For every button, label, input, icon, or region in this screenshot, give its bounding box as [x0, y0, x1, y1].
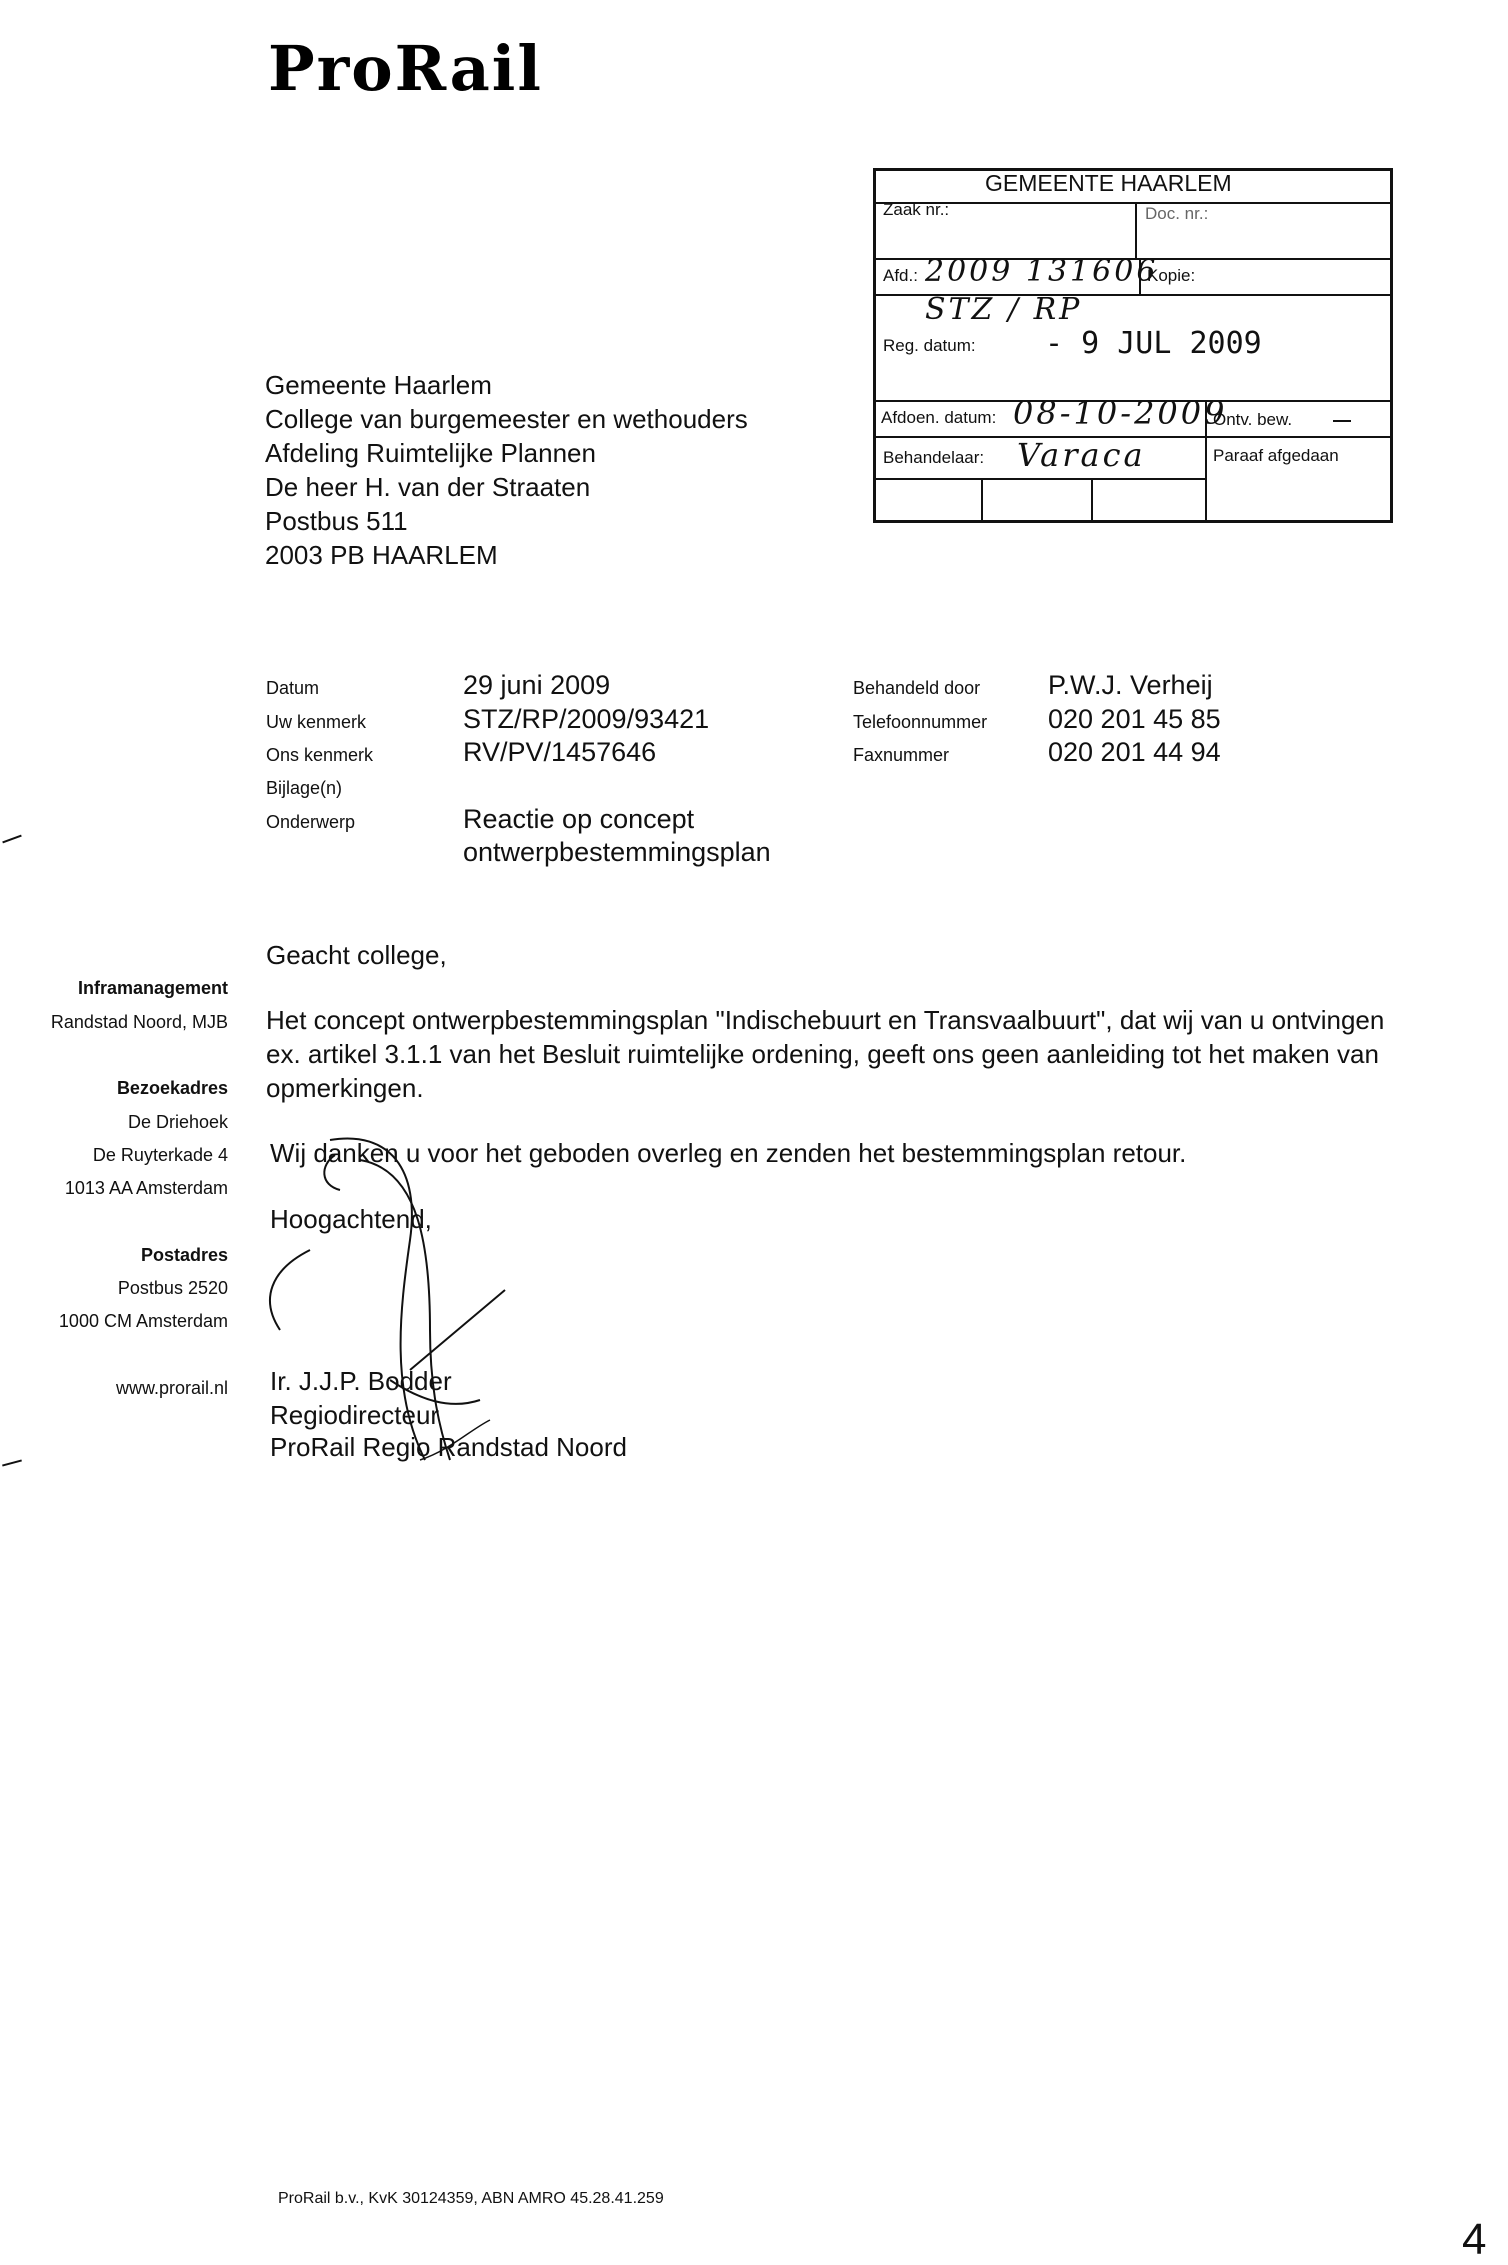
stamp-behandelaar-label: Behandelaar:: [883, 448, 985, 467]
paragraph-line: opmerkingen.: [266, 1073, 424, 1103]
fax-value: 020 201 44 94: [1048, 737, 1221, 767]
stamp-kopie-label: Kopie:: [1147, 266, 1196, 285]
stamp-behandelaar-handwritten: Varaca: [1017, 436, 1146, 474]
signer-line: ProRail Regio Randstad Noord: [270, 1432, 627, 1462]
stamp-afdoen-handwritten: 08-10-2009: [1013, 394, 1228, 432]
stamp-reg-date: - 9 JUL 2009: [1045, 326, 1262, 361]
recipient-line: Postbus 511: [265, 506, 408, 536]
sidebar-bezoek-line: De Ruyterkade 4: [92, 1145, 228, 1165]
telefoon-value: 020 201 45 85: [1048, 704, 1221, 734]
recipient-line: Gemeente Haarlem: [265, 370, 492, 400]
stamp-title: GEMEENTE HAARLEM: [985, 170, 1232, 196]
sidebar-dept: Inframanagement: [77, 978, 228, 998]
sidebar-bezoek-line: 1013 AA Amsterdam: [64, 1178, 228, 1198]
signature-drawing: [250, 1130, 520, 1480]
ons-kenmerk-value: RV/PV/1457646: [463, 737, 657, 767]
datum-label: Datum: [266, 678, 320, 698]
stamp-zaak-label: Zaak nr.:: [883, 200, 950, 219]
prorail-logo: ProRail: [268, 32, 543, 105]
closing: Hoogachtend,: [270, 1204, 432, 1234]
stamp-ontv-label: Ontv. bew.: [1213, 410, 1293, 429]
bijlage-label: Bijlage(n): [266, 778, 343, 798]
sidebar-post-line: 1000 CM Amsterdam: [58, 1311, 228, 1331]
behandeld-door-value: P.W.J. Verheij: [1048, 670, 1213, 700]
sidebar-website: www.prorail.nl: [115, 1378, 228, 1398]
salutation: Geacht college,: [266, 940, 447, 970]
recipient-line: Afdeling Ruimtelijke Plannen: [265, 438, 596, 468]
ons-kenmerk-label: Ons kenmerk: [266, 745, 374, 765]
signer-line: Ir. J.J.P. Bodder: [270, 1366, 452, 1396]
sidebar-post-label: Postadres: [140, 1245, 228, 1265]
sidebar-dept-sub: Randstad Noord, MJB: [50, 1012, 228, 1032]
page-mark: 4: [1462, 2215, 1487, 2264]
margin-mark: [2, 835, 21, 844]
sidebar-bezoek-label: Bezoekadres: [116, 1078, 228, 1098]
paragraph-thanks: Wij danken u voor het geboden overleg en zenden het bestemmingsplan retour.: [270, 1138, 1187, 1168]
onderwerp-label: Onderwerp: [266, 812, 356, 832]
stamp-ontv-mark: [1333, 420, 1351, 422]
stamp-paraaf-label: Paraaf afgedaan: [1213, 446, 1339, 465]
registration-stamp: [873, 168, 1393, 524]
stamp-doc-label: Doc. nr.:: [1145, 204, 1209, 223]
fax-label: Faxnummer: [853, 745, 950, 765]
margin-mark: [2, 1459, 22, 1466]
datum-value: 29 juni 2009: [463, 670, 611, 700]
paragraph-line: ex. artikel 3.1.1 van het Besluit ruimtelijke ordening, geeft ons geen aanleiding tot het maken van: [266, 1039, 1379, 1069]
onderwerp-line: ontwerpbestemmingsplan: [463, 837, 771, 867]
stamp-dept-handwritten: STZ / RP: [925, 292, 1083, 327]
behandeld-door-label: Behandeld door: [853, 678, 981, 698]
uw-kenmerk-label: Uw kenmerk: [266, 712, 367, 732]
sidebar-post-line: Postbus 2520: [117, 1278, 228, 1298]
stamp-afd-label: Afd.:: [883, 266, 918, 285]
footer-company-info: ProRail b.v., KvK 30124359, ABN AMRO 45.28.41.259: [278, 2190, 664, 2207]
sidebar-bezoek-line: De Driehoek: [127, 1112, 228, 1132]
stamp-reg-label: Reg. datum:: [883, 336, 976, 355]
signer-line: Regiodirecteur: [270, 1400, 440, 1430]
stamp-afd-handwritten: 2009 131606: [925, 254, 1159, 289]
paragraph-line: Het concept ontwerpbestemmingsplan "Indischebuurt en Transvaalbuurt", dat wij van u ontvingen: [266, 1005, 1385, 1035]
telefoon-label: Telefoonnummer: [853, 712, 988, 732]
recipient-line: 2003 PB HAARLEM: [265, 540, 498, 570]
recipient-address: [265, 368, 748, 572]
uw-kenmerk-value: STZ/RP/2009/93421: [463, 704, 710, 734]
recipient-line: De heer H. van der Straaten: [265, 472, 591, 502]
recipient-line: College van burgemeester en wethouders: [265, 404, 748, 434]
stamp-afdoen-label: Afdoen. datum:: [881, 408, 997, 427]
onderwerp-line: Reactie op concept: [463, 804, 695, 834]
